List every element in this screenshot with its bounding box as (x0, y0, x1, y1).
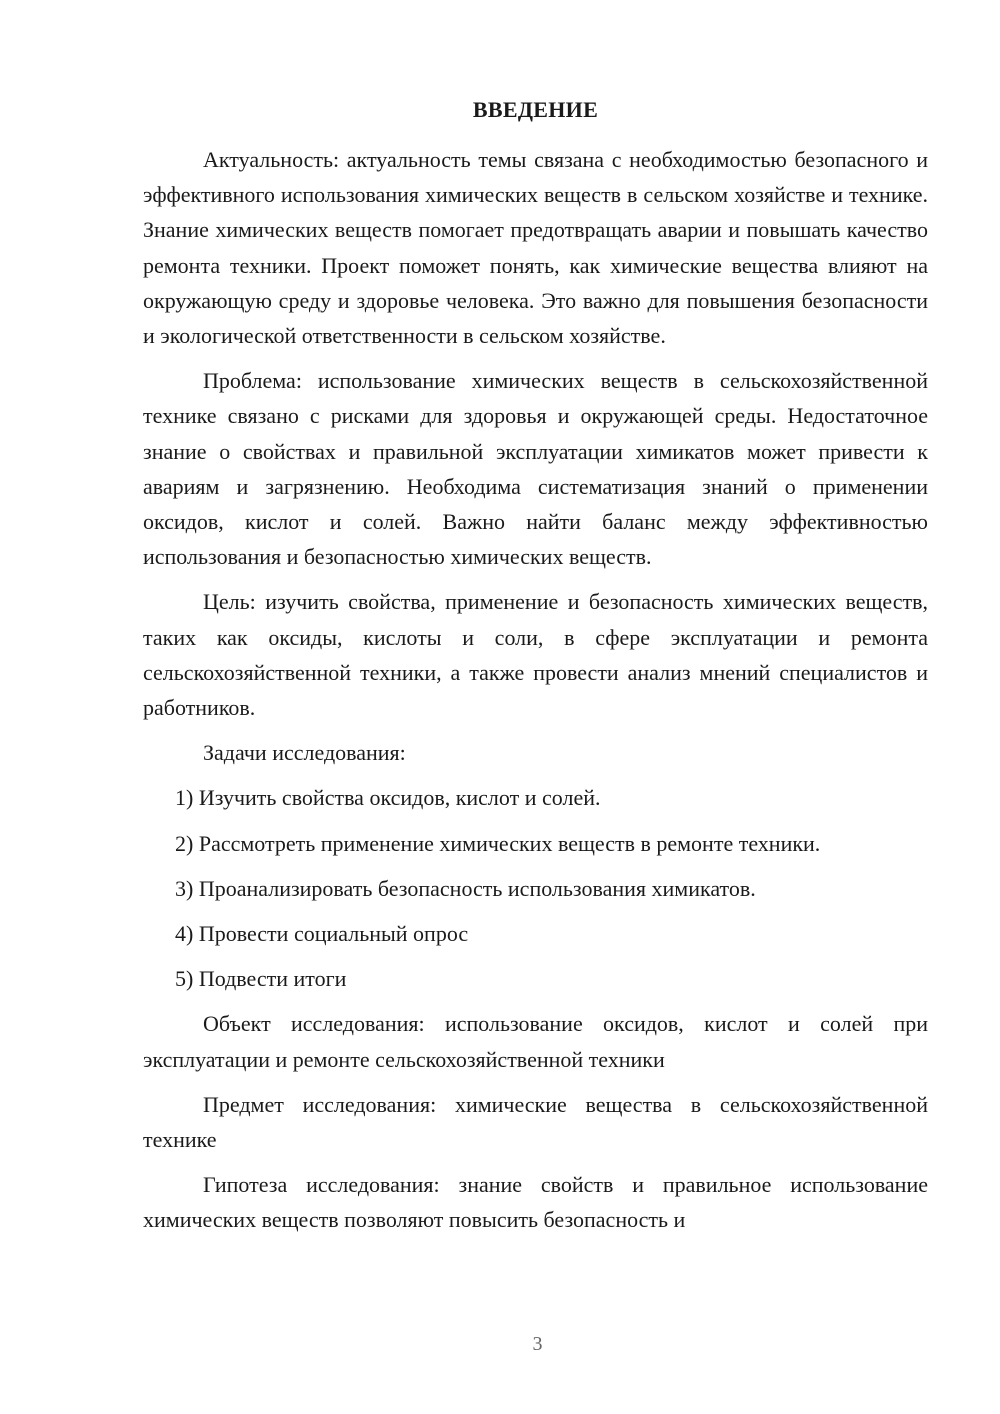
list-item-number: 4) (175, 921, 194, 947)
list-item-text: Провести социальный опрос (198, 921, 469, 947)
paragraph-goal: Цель: изучить свойства, применение и безопасность химических веществ, таких как оксиды, кислоты и соли, в сфере эксплуатации и ремонта сельскохозяйственной техники, а также провести анализ мнений специалистов и работников. (143, 589, 928, 721)
list-item-text: Рассмотреть применение химических веществ в ремонте техники. (198, 830, 821, 856)
list-item-text: Подвести итоги (198, 966, 347, 992)
list-item-text: Изучить свойства оксидов, кислот и солей. (198, 785, 601, 811)
paragraph-object: Объект исследования: использование оксидов, кислот и солей при эксплуатации и ремонте сельскохозяйственной техники (143, 1011, 928, 1072)
list-item-number: 3) (175, 875, 194, 901)
list-item (143, 780, 928, 815)
section-heading: ВВЕДЕНИЕ (472, 97, 599, 122)
list-item-number: 5) (175, 966, 194, 992)
paragraph-relevance: Актуальность: актуальность темы связана с необходимостью безопасного и эффективного использования химических веществ в сельском хозяйстве и технике. Знание химических веществ помогает предотвращать аварии и повышать качество ремонта техники. Проект поможет понять, как химические вещества влияют на окружающую среду и здоровье человека. Это важно для повышения безопасности и экологической ответственности в сельском хозяйстве. (143, 147, 928, 349)
tasks-list (143, 780, 928, 996)
paragraph-hypothesis: Гипотеза исследования: знание свойств и правильное использование химических веществ позволяют повысить безопасность и (143, 1172, 928, 1233)
list-item-text: Проанализировать безопасность использования химикатов. (198, 875, 756, 901)
list-item (143, 871, 928, 906)
list-item-number: 2) (175, 830, 194, 856)
page-number: 3 (532, 1333, 543, 1355)
paragraph-subject: Предмет исследования: химические вещества в сельскохозяйственной технике (143, 1091, 928, 1153)
tasks-intro: Задачи исследования: (203, 740, 406, 766)
list-item (143, 916, 928, 951)
list-item (143, 826, 928, 861)
list-item (143, 961, 928, 996)
page-content (143, 94, 928, 1248)
list-item-number: 1) (175, 785, 194, 811)
paragraph-problem: Проблема: использование химических веществ в сельскохозяйственной технике связано с рисками для здоровья и окружающей среды. Недостаточное знание о свойствах и правильной эксплуатации химикатов может привести к авариям и загрязнению. Необходима систематизация знаний о применении оксидов, кислот и солей. Важно найти баланс между эффективностью использования и безопасностью химических веществ. (143, 368, 928, 570)
